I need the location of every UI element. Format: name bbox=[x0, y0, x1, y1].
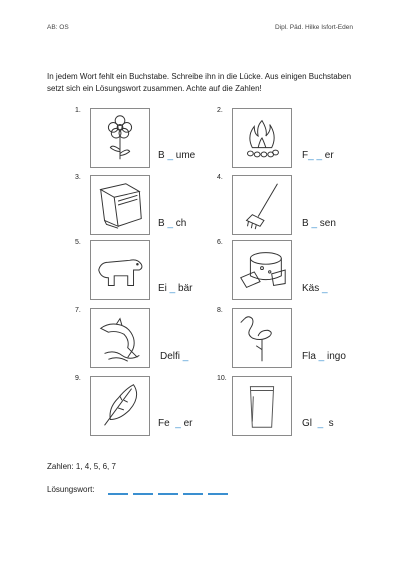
gap: _ bbox=[318, 351, 325, 362]
glass-icon bbox=[232, 376, 292, 436]
gap: _ bbox=[311, 218, 318, 229]
feather-icon bbox=[90, 376, 150, 436]
word-3: B _ ch bbox=[158, 218, 187, 229]
item-number: 7. bbox=[75, 307, 81, 314]
broom-icon bbox=[232, 175, 292, 235]
word-7: Delfi _ bbox=[160, 351, 189, 362]
item-number: 4. bbox=[217, 174, 223, 181]
item-number: 3. bbox=[75, 174, 81, 181]
flamingo-icon bbox=[232, 308, 292, 368]
cheese-icon bbox=[232, 240, 292, 300]
word-10: Gl _ s bbox=[302, 418, 334, 429]
instructions: In jedem Wort fehlt ein Buchstabe. Schreibe ihn in die Lücke. Aus einigen Buchstaben setzt sich ein Lösungswort zusammen. Achte auf die Zahlen! bbox=[47, 72, 352, 93]
solution-blank bbox=[183, 493, 203, 495]
item-number: 6. bbox=[217, 239, 223, 246]
polar-bear-icon bbox=[90, 240, 150, 300]
solution-label: Lösungswort: bbox=[47, 485, 95, 494]
hint-numbers: Zahlen: 1, 4, 5, 6, 7 bbox=[47, 462, 116, 471]
gap: _ bbox=[322, 283, 328, 294]
solution-blank bbox=[158, 493, 178, 495]
word-5: Ei _ bär bbox=[158, 283, 193, 294]
solution-blank bbox=[208, 493, 228, 495]
gap: _ _ bbox=[308, 150, 323, 161]
item-number: 5. bbox=[75, 239, 81, 246]
word-6: Käs _ bbox=[302, 283, 328, 294]
gap: _ bbox=[169, 283, 176, 294]
solution-blank bbox=[108, 493, 128, 495]
item-number: 1. bbox=[75, 107, 81, 114]
header-left: AB: OS bbox=[47, 24, 69, 31]
gap: _ bbox=[317, 418, 324, 429]
gap: _ bbox=[182, 351, 189, 362]
word-2: F_ _ er bbox=[302, 150, 334, 161]
item-number: 10. bbox=[217, 375, 227, 382]
gap: _ bbox=[175, 418, 181, 429]
header-right: Dipl. Päd. Hilke Isfort-Eden bbox=[274, 24, 353, 31]
word-8: Fla _ ingo bbox=[302, 351, 346, 362]
word-9: Fe _ er bbox=[158, 418, 193, 429]
fire-icon bbox=[232, 108, 292, 168]
dolphin-icon bbox=[90, 308, 150, 368]
item-number: 9. bbox=[75, 375, 81, 382]
item-number: 8. bbox=[217, 307, 223, 314]
item-number: 2. bbox=[217, 107, 223, 114]
flower-icon bbox=[90, 108, 150, 168]
word-4: B _ sen bbox=[302, 218, 336, 229]
word-1: B _ ume bbox=[158, 150, 196, 161]
gap: _ bbox=[167, 218, 174, 229]
solution-blank bbox=[133, 493, 153, 495]
gap: _ bbox=[167, 150, 174, 161]
book-icon bbox=[90, 175, 150, 235]
